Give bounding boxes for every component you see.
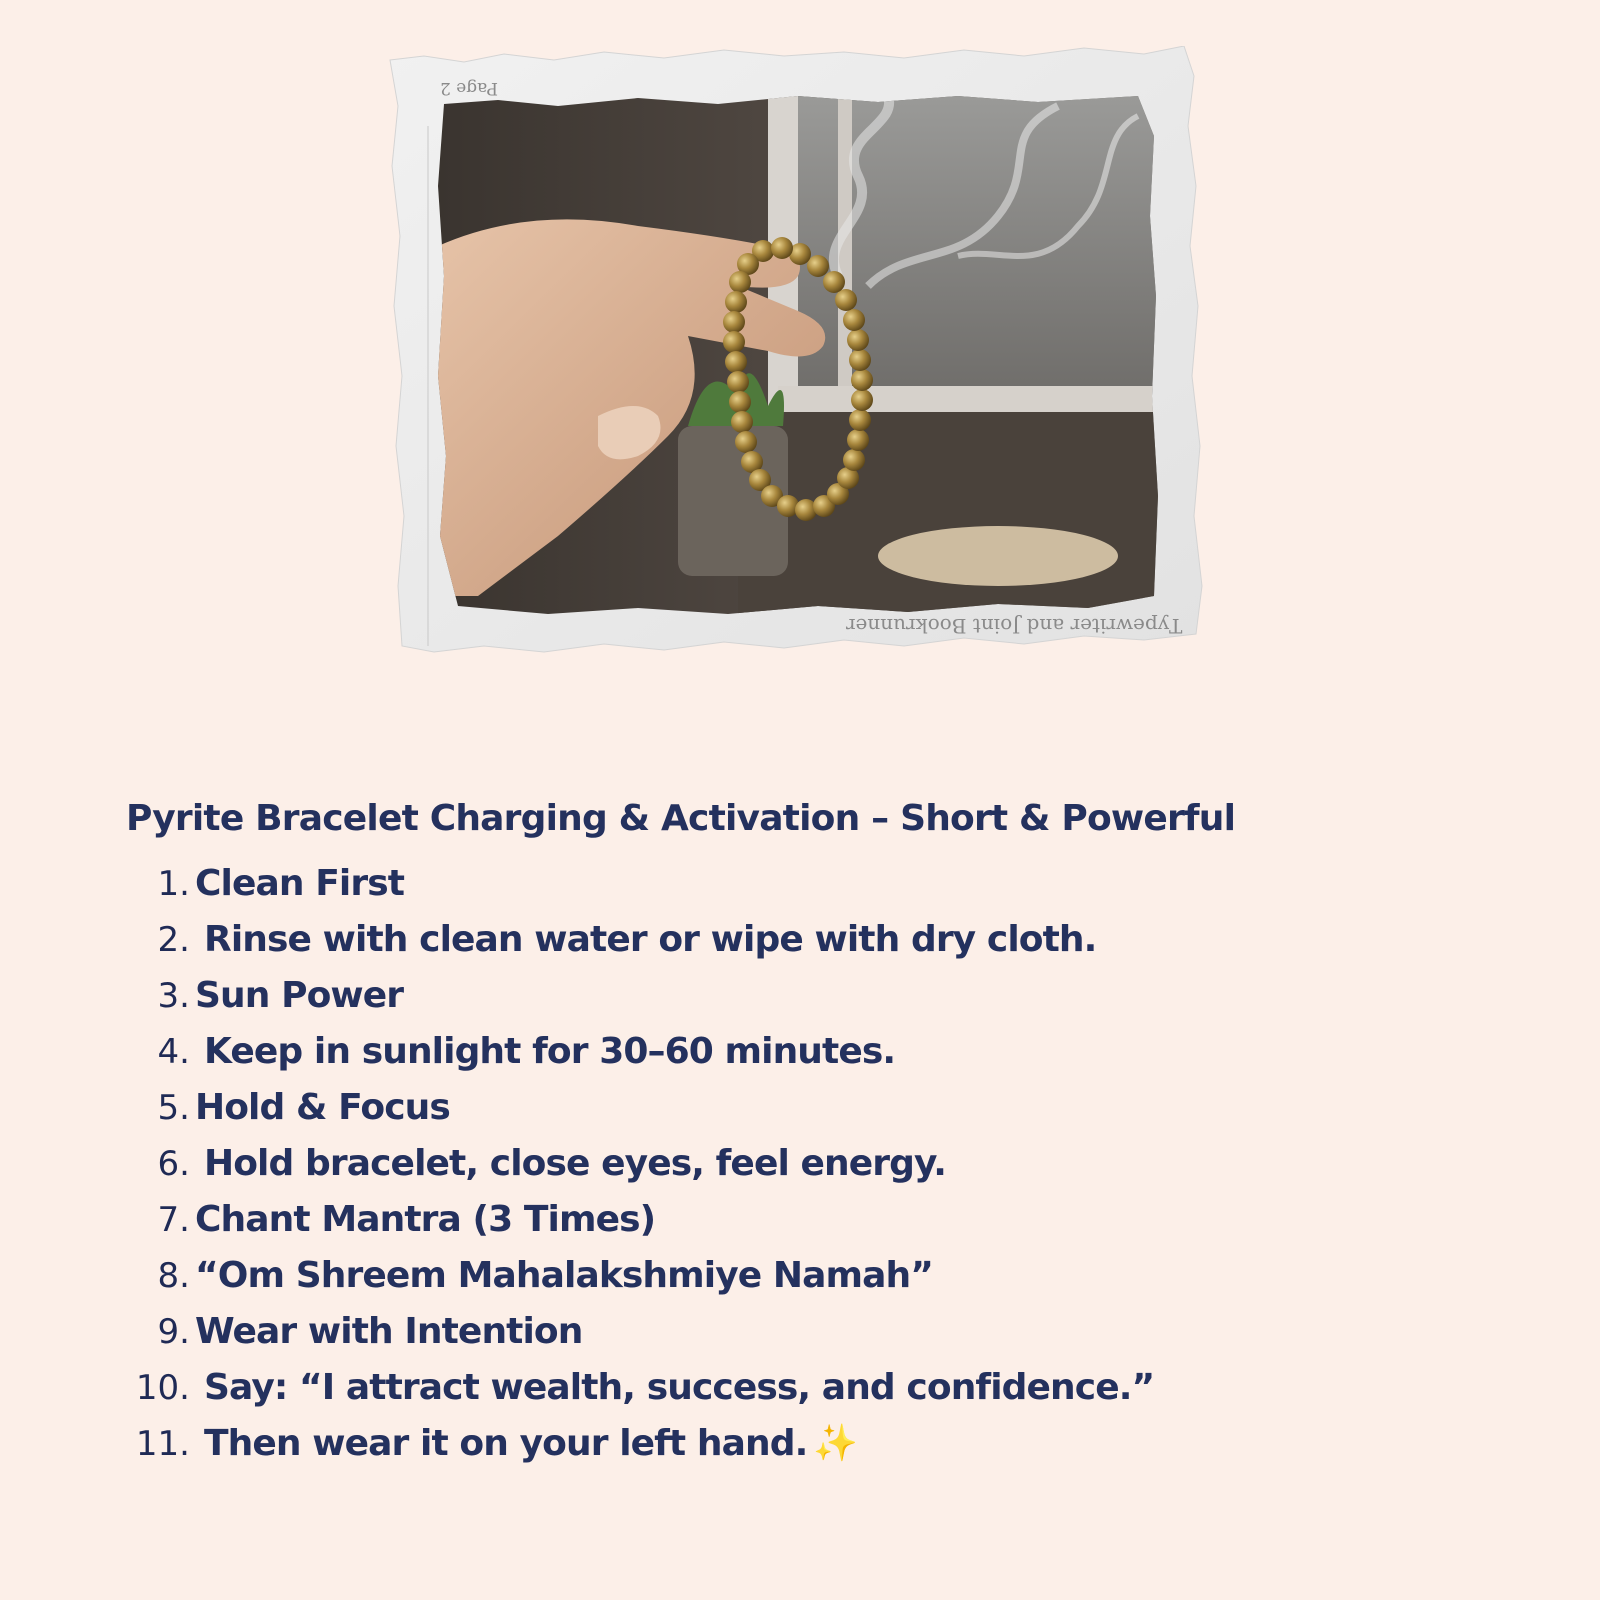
step-text: Sun Power — [195, 975, 404, 1016]
paper-caption-text: Typewriter and Joint Bookrunner — [846, 614, 1183, 638]
photo-frame — [384, 46, 1214, 656]
step-text: Clean First — [195, 863, 405, 904]
step-text-content: Then wear it on your left hand. — [204, 1423, 808, 1464]
list-item — [0, 1080, 1600, 1136]
step-text — [204, 1416, 857, 1472]
step-number: 3. — [157, 976, 190, 1016]
step-number: 8. — [157, 1256, 190, 1296]
list-item — [0, 1360, 1600, 1416]
step-number: 1. — [157, 864, 190, 904]
step-number: 6. — [157, 1144, 190, 1184]
list-item — [0, 1192, 1600, 1248]
step-number: 4. — [157, 1032, 190, 1072]
list-item — [0, 968, 1600, 1024]
list-item — [0, 1416, 1600, 1472]
step-number: 7. — [157, 1200, 190, 1240]
list-item — [0, 1136, 1600, 1192]
step-number: 2. — [157, 920, 190, 960]
list-item — [0, 1248, 1600, 1304]
page-title: Pyrite Bracelet Charging & Activation – Short & Powerful — [126, 798, 1236, 839]
list-item — [0, 856, 1600, 912]
step-text: Keep in sunlight for 30–60 minutes. — [204, 1031, 896, 1072]
step-number: 11. — [135, 1424, 190, 1464]
step-number: 10. — [135, 1368, 190, 1408]
step-number: 9. — [157, 1312, 190, 1352]
step-text: Rinse with clean water or wipe with dry cloth. — [204, 919, 1097, 960]
step-text: “Om Shreem Mahalakshmiye Namah” — [195, 1255, 934, 1296]
step-text: Hold bracelet, close eyes, feel energy. — [204, 1143, 947, 1184]
page-label: Page 2 — [440, 78, 498, 98]
sparkles-icon: ✨ — [813, 1423, 858, 1464]
bracelet-photo — [438, 96, 1158, 616]
step-number: 5. — [157, 1088, 190, 1128]
step-text: Chant Mantra (3 Times) — [195, 1199, 656, 1240]
step-text: Wear with Intention — [195, 1311, 583, 1352]
list-item — [0, 912, 1600, 968]
step-text: Say: “I attract wealth, success, and confidence.” — [204, 1367, 1155, 1408]
list-item — [0, 1024, 1600, 1080]
steps-list — [0, 856, 1600, 1472]
list-item — [0, 1304, 1600, 1360]
step-text: Hold & Focus — [195, 1087, 450, 1128]
